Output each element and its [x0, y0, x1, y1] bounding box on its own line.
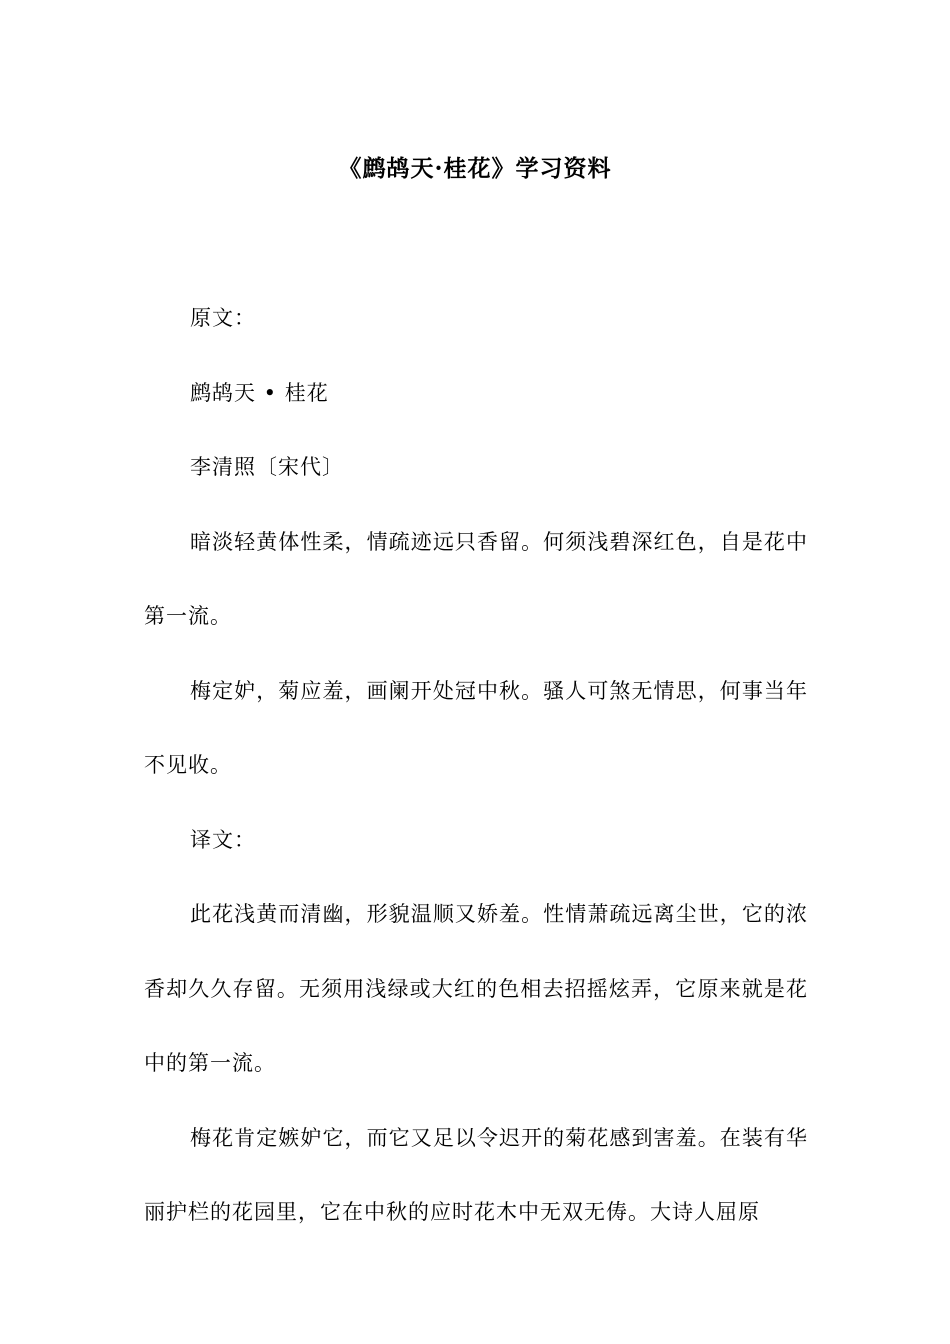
poem-stanza-2: 梅定妒，菊应羞，画阑开处冠中秋。骚人可煞无情思，何事当年不见收。: [144, 678, 808, 777]
document-title: 《鹧鸪天·桂花》学习资料: [338, 155, 612, 182]
poem-title: 鹧鸪天 • 桂花: [190, 380, 329, 405]
translation-paragraph-2: 梅花肯定嫉妒它，而它又足以令迟开的菊花感到害羞。在装有华丽护栏的花园里，它在中秋的应时花木中无双无俦。大诗人屈原: [144, 1125, 808, 1224]
section-heading-original: 原文：: [190, 306, 256, 330]
poem-stanza-1: 暗淡轻黄体性柔，情疏迹远只香留。何须浅碧深红色，自是花中第一流。: [144, 529, 808, 628]
document-body: [144, 281, 808, 1250]
translation-paragraph-1: 此花浅黄而清幽，形貌温顺又娇羞。性情萧疏远离尘世，它的浓香却久久存留。无须用浅绿或大红的色相去招摇炫弄，它原来就是花中的第一流。: [144, 902, 808, 1075]
poem-author: 李清照〔宋代〕: [190, 455, 344, 479]
section-heading-translation: 译文：: [190, 827, 256, 852]
